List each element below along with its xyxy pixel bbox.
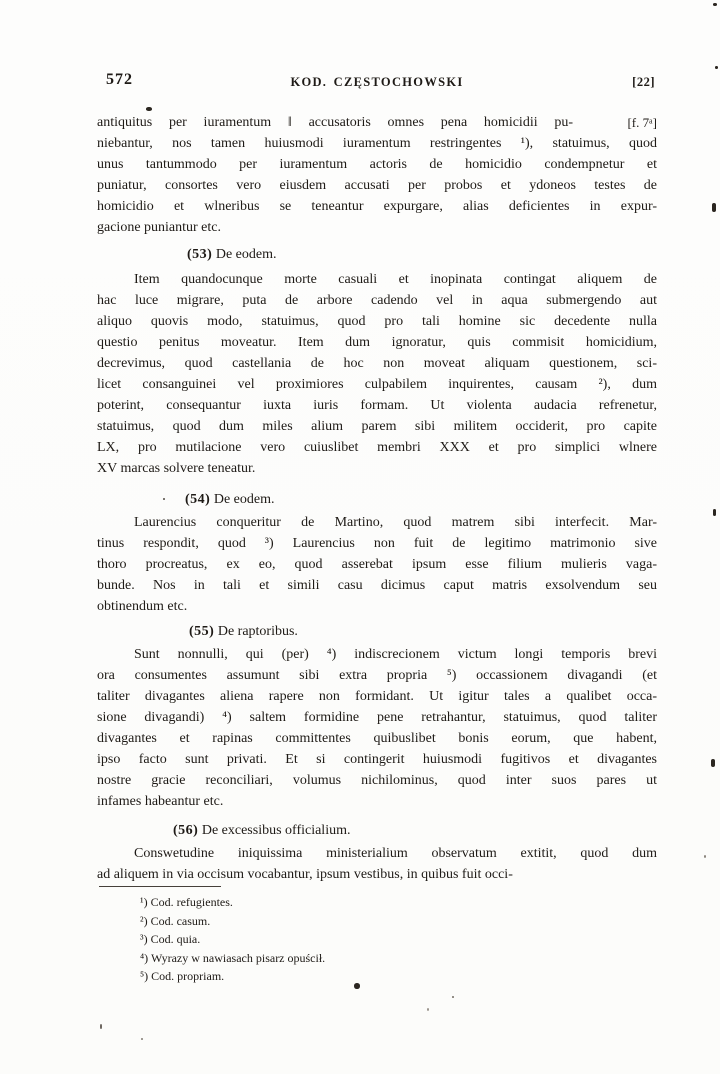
text-line: sione divagandi) ⁴) saltem formidine pene retrahantur, statuimus, quod taliter bbox=[97, 710, 657, 725]
text-line: antiquitus per iuramentum ‖ accusatoris omnes pena homicidii pu- [f. 7ᵃ] bbox=[97, 112, 657, 133]
ink-speck bbox=[452, 996, 454, 998]
text-line: ad aliquem in via occisum vocabantur, ipsum vestibus, in quibus fuit occi- bbox=[97, 867, 513, 882]
running-header bbox=[97, 70, 657, 92]
text-line: ora consumentes assumunt sibi extra propria ⁵) occassionem divagandi (et bbox=[97, 668, 657, 683]
text-line: obtinendum etc. bbox=[97, 599, 188, 614]
heading-number: (54) bbox=[185, 492, 211, 507]
ink-speck bbox=[354, 983, 360, 989]
footnote-item: ²) Cod. casum. bbox=[140, 913, 211, 928]
text-column bbox=[97, 112, 657, 986]
footnote-item: ¹) Cod. refugientes. bbox=[140, 895, 233, 909]
text-line: licet consanguinei vel proximiores culpabilem inquirentes, causam ²), dum bbox=[97, 377, 657, 392]
ink-speck bbox=[704, 855, 706, 858]
text-line: statuimus, quod dum miles alium parem sibi militem occiderit, pro capite bbox=[97, 419, 657, 434]
text-line: thoro procreatus, ex eo, quod asserebat ipsum esse filium mulieris vaga- bbox=[97, 557, 657, 572]
paragraph bbox=[97, 843, 657, 885]
page-number: 572 bbox=[106, 71, 133, 88]
heading-label: De eodem. bbox=[212, 247, 277, 262]
heading-label: De eodem. bbox=[210, 492, 275, 507]
paragraph bbox=[97, 112, 657, 238]
text-line: unus tantummodo per iuramentum actoris de homicidio condempnetur et bbox=[97, 157, 657, 172]
ink-speck bbox=[146, 107, 152, 111]
text-line: LX, pro mutilacione vero cuiuslibet membri XXX et pro simplici wlnere bbox=[97, 440, 657, 455]
ink-speck bbox=[100, 1024, 102, 1029]
text-line: XV marcas solvere teneatur. bbox=[97, 461, 256, 476]
text-line: questio penitus moveatur. Item dum ignoratur, quis commisit homicidium, bbox=[97, 335, 657, 350]
text-line: ipso facto sunt privati. Et si contingerit huiusmodi fugitivos et divagantes bbox=[97, 752, 657, 767]
heading-number: (56) bbox=[173, 823, 199, 838]
text-line: taliter divagantes aliena rapere non formidant. Ut igitur tales a qualibet occa- bbox=[97, 689, 657, 704]
text-line: homicidio et wlneribus se teneantur expurgare, alias deficientes in expur- bbox=[97, 199, 657, 214]
heading-label: De excessibus officialium. bbox=[198, 823, 351, 838]
text-line: decrevimus, quod castellania de hoc non moveat aliquam questionem, sci- bbox=[97, 356, 657, 371]
section-heading bbox=[97, 621, 657, 642]
text-line: infames habeantur etc. bbox=[97, 794, 224, 809]
heading-label: De raptoribus. bbox=[214, 624, 298, 639]
footnote-item: ⁴) Wyrazy w nawiasach pisarz opuścił. bbox=[140, 950, 326, 965]
ink-speck bbox=[711, 759, 715, 767]
heading-number: (55) bbox=[189, 624, 215, 639]
ink-speck bbox=[713, 509, 716, 516]
text-line: gacione puniantur etc. bbox=[97, 220, 222, 235]
text-line: poterint, consequantur iuxta iuris formam. Ut violenta audacia refrenetur, bbox=[97, 398, 657, 413]
text-line: bunde. Nos in tali et simili casu dicimus caput matris exsolvendum seu bbox=[97, 578, 657, 593]
section-heading bbox=[97, 820, 657, 841]
heading-number: (53) bbox=[187, 247, 213, 262]
section-heading bbox=[97, 244, 657, 265]
paragraph bbox=[97, 512, 657, 617]
footnotes bbox=[97, 893, 657, 986]
text-line: niebantur, nos tamen huiusmodi iuramentum restringentes ¹), statuimus, quod bbox=[97, 136, 657, 151]
ink-speck bbox=[712, 203, 716, 212]
text-line: hac luce migrare, puta de arbore cadendo vel in aqua submergendo aut bbox=[97, 293, 657, 308]
ink-speck bbox=[141, 1038, 143, 1040]
ink-speck bbox=[713, 3, 717, 6]
footnote-item: ³) Cod. quia. bbox=[140, 932, 201, 946]
ink-speck bbox=[715, 66, 718, 69]
text-line: Sunt nonnulli, qui (per) ⁴) indiscrecionem victum longi temporis brevi bbox=[134, 647, 657, 662]
section-heading bbox=[97, 489, 657, 510]
text-line: aliquo quovis modo, statuimus, quod pro tali homine sic decedente nulla bbox=[97, 314, 657, 329]
text-line: Laurencius conqueritur de Martino, quod matrem sibi interfecit. Mar- bbox=[134, 515, 657, 530]
folio-marginal-note: [f. 7ᵃ] bbox=[627, 115, 657, 130]
text-line: puniatur, consortes vero eiusdem accusati per probos et ydoneos testes de bbox=[97, 178, 657, 193]
footnote-separator bbox=[99, 886, 221, 887]
sheet-reference: [22] bbox=[632, 75, 655, 89]
ink-speck bbox=[163, 498, 165, 500]
paragraph bbox=[97, 644, 657, 812]
text-line: tinus respondit, quod ³) Laurencius non fuit de legitimo matrimonio sive bbox=[97, 536, 657, 551]
running-title: KOD. CZĘSTOCHOWSKI bbox=[290, 75, 464, 89]
text-line: Conswetudine iniquissima ministerialium observatum extitit, quod dum bbox=[134, 846, 657, 861]
footnote-item: ⁵) Cod. propriam. bbox=[140, 969, 225, 983]
ink-speck bbox=[427, 1008, 429, 1011]
text-line: divagantes et rapinas committentes quibuslibet bonis eorum, que habent, bbox=[97, 731, 657, 746]
text-line: Item quandocunque morte casuali et inopinata contingat aliquem de bbox=[134, 272, 657, 287]
paragraph bbox=[97, 269, 657, 479]
text-line: nostre gracie reconciliari, volumus nichilominus, quod inter suos pares ut bbox=[97, 773, 657, 788]
